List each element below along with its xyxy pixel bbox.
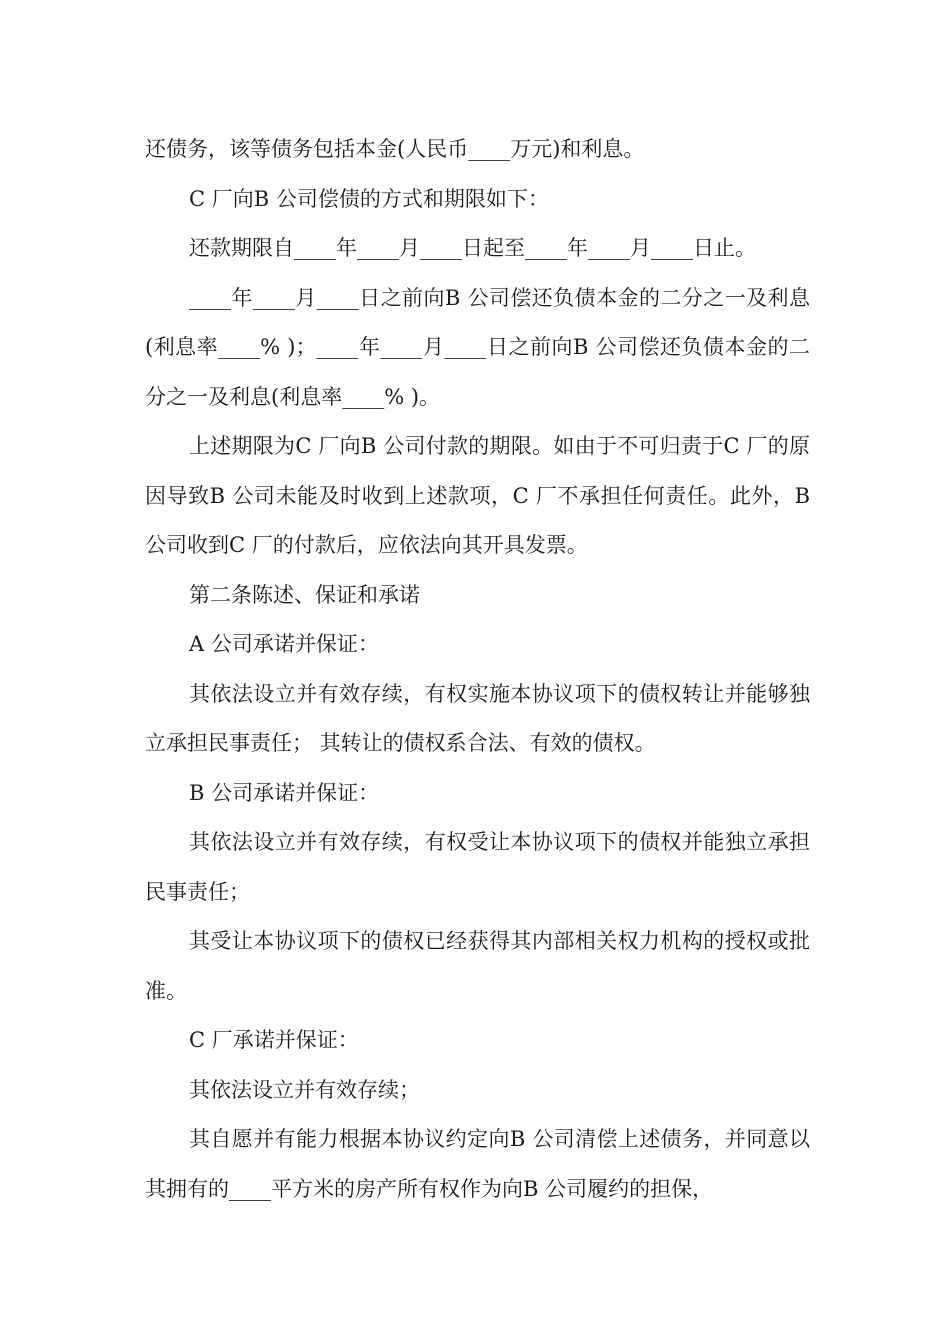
paragraph-14: 其自愿并有能力根据本协议约定向B 公司清偿上述债务，并同意以其拥有的____平方米的房产所有权作为向B 公司履约的担保， bbox=[145, 1127, 810, 1201]
paragraph-8: 其依法设立并有效存续，有权实施本协议项下的债权转让并能够独立承担民事责任； 其转让的债权系合法、有效的债权。 bbox=[145, 681, 810, 755]
paragraph-1: 还债务，该等债务包括本金(人民币____万元)和利息。 bbox=[145, 137, 645, 161]
document-page bbox=[145, 125, 810, 1214]
paragraph-13: 其依法设立并有效存续； bbox=[189, 1077, 420, 1102]
paragraph-5: 上述期限为C 厂向B 公司付款的期限。如由于不可归责于C 厂的原因导致B 公司未能及时收到上述款项，C 厂不承担任何责任。此外，B 公司收到C 厂的付款后，应依法向其开具发票。 bbox=[145, 434, 810, 557]
paragraph-2: C 厂向B 公司偿债的方式和期限如下： bbox=[189, 186, 549, 211]
paragraph-9: B 公司承诺并保证： bbox=[189, 780, 380, 805]
paragraph-3: 还款期限自____年____月____日起至____年____月____日止。 bbox=[189, 236, 756, 260]
paragraph-10: 其依法设立并有效存续，有权受让本协议项下的债权并能独立承担民事责任； bbox=[145, 830, 810, 904]
paragraph-4: ____年____月____日之前向B 公司偿还负债本金的二分之一及利息(利息率____% )；____年____月____日之前向B 公司偿还负债本金的二分之一及利息(利息率____% )。 bbox=[145, 285, 810, 409]
paragraph-11: 其受让本协议项下的债权已经获得其内部相关权力机构的授权或批准。 bbox=[145, 929, 810, 1003]
paragraph-7: A 公司承诺并保证： bbox=[189, 632, 379, 656]
paragraph-12: C 厂承诺并保证： bbox=[189, 1028, 359, 1052]
section-heading: 第二条陈述、保证和承诺 bbox=[189, 582, 420, 607]
